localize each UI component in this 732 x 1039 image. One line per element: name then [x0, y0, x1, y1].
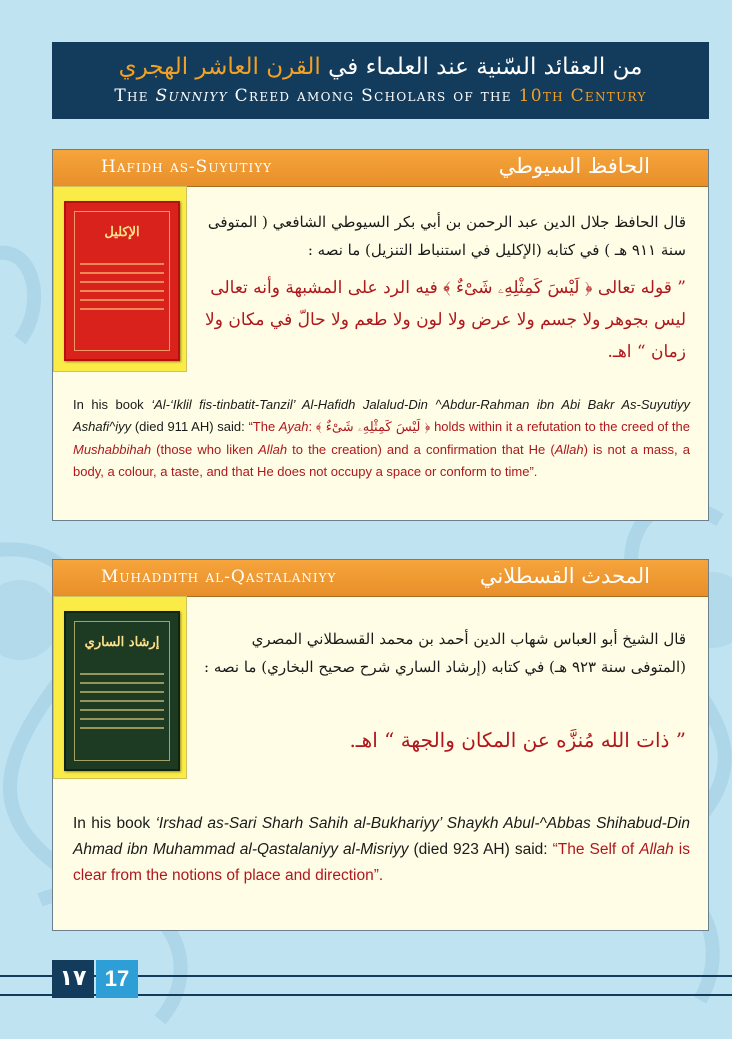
english-lead: In his book	[73, 397, 144, 412]
english-book-reference: ‘Al-‘Iklil fis-tinbatit-Tanzil’ Al-Hafidh Jalalud-Din ^Abdur-Rahman ibn Abi Bakr As-Suyutiyy Ashafi^iyy	[73, 397, 690, 434]
english-book-reference: ‘Irshad as-Sari Sharh Sahih al-Bukhariyy’ Shaykh Abul-^Abbas Shihabud-Din Ahmad ibn Muhammad al-Qastalaniyy al-Misriyy	[73, 815, 690, 858]
arabic-quote-text: ” ذات الله مُنزَّه عن المكان والجهة “ اهـ.	[349, 728, 686, 752]
arabic-intro-text: قال الحافظ جلال الدين عبد الرحمن بن أبي بكر السيوطي الشافعي ( المتوفى سنة ٩١١ هـ ) في كتابه (الإكليل في استنباط التنزيل) ما نصه :	[207, 213, 686, 259]
arabic-header-title	[52, 53, 709, 81]
section-arabic-name: المحدث القسطلاني	[479, 564, 650, 588]
book-cover-title: إرشاد الساري	[84, 635, 160, 650]
section-arabic-name: الحافظ السيوطي	[498, 154, 650, 178]
english-quote-term: Allah	[258, 442, 288, 457]
book-cover-image	[64, 611, 180, 771]
book-cover-image	[64, 201, 180, 361]
inline-ayah-arabic: ﴿ لَيْسَ كَمِثْلِهِۦ شَىْءٌ ﴾	[315, 420, 431, 435]
english-said: (died 911 AH) said:	[134, 419, 245, 434]
english-quote-term: Allah	[639, 841, 674, 858]
english-quote-part: holds within it a refutation to the creed of the	[434, 419, 690, 434]
section-title-bar	[53, 560, 708, 597]
arabic-intro-text: قال الشيخ أبو العباس شهاب الدين أحمد بن محمد القسطلاني المصري (المتوفى سنة ٩٢٣ هـ) في كتابه (إرشاد الساري شرح صحيح البخاري) ما نصه :	[204, 630, 686, 676]
english-quote-part: “The	[248, 419, 276, 434]
section-suyutiyy	[52, 149, 709, 521]
english-header-italic: Sunniyy	[155, 86, 228, 106]
english-header-accent: 10th Century	[518, 86, 647, 106]
book-image-frame	[53, 596, 187, 779]
english-lead: In his book	[73, 815, 151, 832]
arabic-header-main: من العقائد السّنية عند العلماء في	[328, 54, 643, 80]
english-quote-ayah: Ayah	[278, 419, 309, 434]
book-image-frame	[53, 186, 187, 372]
english-translation	[73, 811, 690, 889]
english-quote-term: Allah	[554, 442, 584, 457]
english-quote-part: “The Self of	[552, 841, 635, 858]
page-header	[52, 42, 709, 119]
section-english-name: Hafidh as-Suyutiyy	[101, 157, 273, 177]
arabic-header-accent: القرن العاشر الهجري	[118, 54, 321, 80]
english-said: (died 923 AH) said:	[413, 841, 548, 858]
arabic-quote-text: ” قوله تعالى ﴿ لَيْسَ كَمِثْلِهِۦ شَىْءٌ ﴾ فيه الرد على المشبهة وأنه تعالى ليس بجوهر ولا جسم ولا عرض ولا لون ولا طعم ولا حالّ في مكان ولا زمان “ اهـ.	[205, 278, 686, 362]
section-qastalaniyy	[52, 559, 709, 931]
english-quote-term: Mushabbihah	[73, 442, 152, 457]
english-header-prefix: The	[114, 86, 149, 106]
page-number-arabic: ١٧	[52, 960, 94, 998]
english-quote-part: is clear from the notions of place and direction”.	[73, 841, 690, 884]
english-quote-part: to the creation) and a confirmation that He (	[292, 442, 555, 457]
english-header-middle: Creed among Scholars of the	[234, 86, 512, 106]
page-number-english: 17	[96, 960, 138, 998]
english-header-title	[52, 86, 709, 106]
section-english-name: Muhaddith al-Qastalaniyy	[101, 567, 337, 587]
english-quote-part: (those who liken	[156, 442, 254, 457]
section-title-bar	[53, 150, 708, 187]
english-quote-part: ) is not a mass, a body, a colour, a taste, and that He does not occupy a space or conform to time”.	[73, 442, 690, 479]
english-translation: In his book ‘Al-‘Iklil fis-tinbatit-Tanzil’ Al-Hafidh Jalalud-Din ^Abdur-Rahman ibn Abi Bakr As-Suyutiyy Ashafi^iyy (died 911 AH) said: “The Ayah: ﴿ لَيْسَ كَمِثْلِهِۦ شَىْءٌ ﴾ holds within it a refutation to the creed of the Mushabbihah (those who liken Allah to the creation) and a confirmation that He (Allah) is not a mass, a body, a colour, a taste, and that He does not occupy a space or conform to time”.	[73, 397, 690, 479]
book-cover-title: الإكليل	[104, 225, 140, 240]
